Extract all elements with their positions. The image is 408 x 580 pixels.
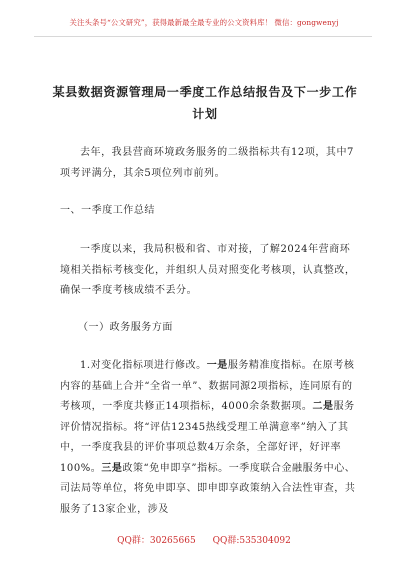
footer-qq-group-1: QQ群：30265665 (117, 536, 196, 546)
section-heading-summary: 一、一季度工作总结 (60, 205, 155, 216)
footer-qq-group-2: QQ群:535304092 (212, 536, 291, 546)
paragraph-text: 服务精准度指标。在原考核内容的基础上合并“全省一单”、数据同源2项指标，连同原有的考核项，一季度共修正14项指标，4000余条数据项。 (60, 360, 355, 412)
header-divider (34, 36, 372, 37)
bold-marker: 一是 (206, 360, 228, 371)
government-services-paragraph (60, 356, 360, 520)
footer-contact (0, 533, 408, 546)
bold-marker: 三是 (101, 462, 123, 474)
bold-marker: 二是 (312, 401, 334, 412)
subsection-heading-government-services: （一）政务服务方面 (78, 322, 173, 333)
summary-paragraph: 一季度以来，我局积极和省、市对接，了解2024年营商环境相关指标考核变化，并组织人员对照变化考核项，认真整改，确保一季度考核成绩不丢分。 (60, 244, 356, 296)
paragraph-text: 1.对变化指标项进行修改。 (80, 360, 207, 371)
document-title: 某县数据资源管理局一季度工作总结报告及下一步工作计划 (52, 85, 358, 121)
paragraph-text: 政策“免申即享”指标。一季度联合金融服务中心、司法局等单位，将免申即享、即申即享政策纳入合法性审查，共服务了13家企业，涉及 (60, 462, 356, 515)
header-note: 关注头条号“公文研究”，获得最新最全最专业的公文资料库！ 微信：gongwenyj (69, 18, 339, 27)
paragraph-text: 服务评价情况指标。将“评估12345热线受理工单满意率”纳入了其中，一季度我县的评价事项总数4万余条，全部好评，好评率100%。 (60, 401, 355, 474)
intro-paragraph: 去年，我县营商环境政务服务的二级指标共有12项，其中7项考评满分，其余5项位列市前列。 (60, 147, 354, 179)
